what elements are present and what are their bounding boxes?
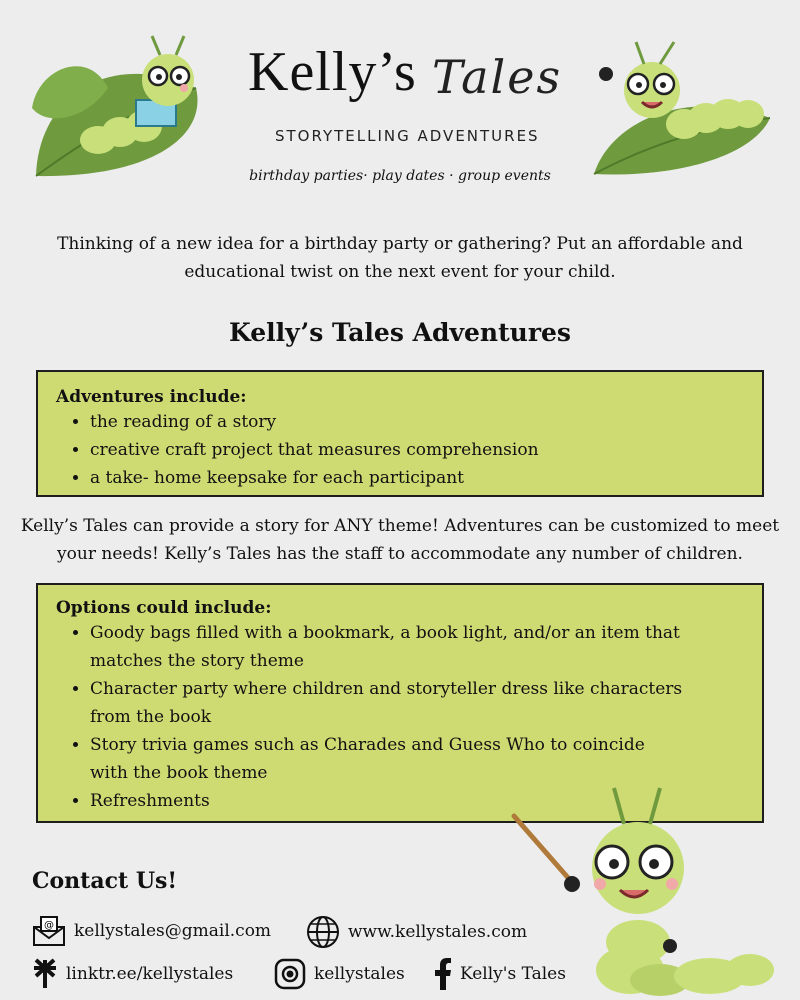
adventures-title: Adventures include: [56, 387, 247, 407]
list-item: • Goody bags filled with a bookmark, a book light, and/or an item that matches the story theme [90, 619, 684, 675]
email-icon [32, 915, 66, 947]
contact-website[interactable] [306, 915, 527, 949]
options-title: Options could include: [56, 598, 272, 618]
list-item: • Refreshments [90, 787, 684, 815]
caterpillar-waving-illustration [592, 18, 774, 178]
instagram-icon [274, 958, 306, 990]
contact-facebook[interactable] [434, 958, 566, 990]
linktree-text[interactable]: linktr.ee/kellystales [66, 964, 234, 984]
section-heading: Kelly’s Tales Adventures [229, 318, 571, 347]
logo-title: Kelly’s [248, 41, 417, 103]
intro-text: Thinking of a new idea for a birthday party or gathering? Put an affordable and educational twist on the next event for your child. [57, 234, 743, 282]
event-types: birthday parties· play dates · group events [249, 168, 551, 184]
contact-instagram[interactable] [274, 958, 405, 990]
email-text[interactable]: kellystales@gmail.com [74, 921, 272, 941]
facebook-text[interactable]: Kelly's Tales [460, 964, 566, 984]
adventures-list [56, 408, 744, 492]
list-item: • a take- home keepsake for each participant [90, 464, 744, 492]
globe-icon [306, 915, 340, 949]
contact-email[interactable] [32, 915, 271, 947]
contact-linktree[interactable] [32, 958, 233, 990]
list-item: • the reading of a story [90, 408, 744, 436]
website-text[interactable]: www.kellystales.com [348, 922, 528, 942]
svg-text:@: @ [44, 920, 54, 931]
list-item: • creative craft project that measures comprehension [90, 436, 744, 464]
contact-title: Contact Us! [32, 868, 178, 894]
facebook-icon [434, 958, 452, 990]
logo-script-title: Tales [432, 50, 563, 104]
adventures-box [36, 370, 764, 497]
logo-subtitle: STORYTELLING ADVENTURES [275, 127, 540, 145]
list-item: • Character party where children and storyteller dress like characters from the book [90, 675, 684, 731]
theme-paragraph: Kelly’s Tales can provide a story for ANY theme! Adventures can be customized to meet your needs! Kelly’s Tales has the staff to accommodate any number of children. [20, 516, 780, 564]
list-item: • Story trivia games such as Charades and Guess Who to coincide with the book theme [90, 731, 684, 787]
caterpillar-reading-illustration [28, 28, 218, 178]
linktree-icon [32, 958, 58, 990]
instagram-text[interactable]: kellystales [314, 964, 405, 984]
